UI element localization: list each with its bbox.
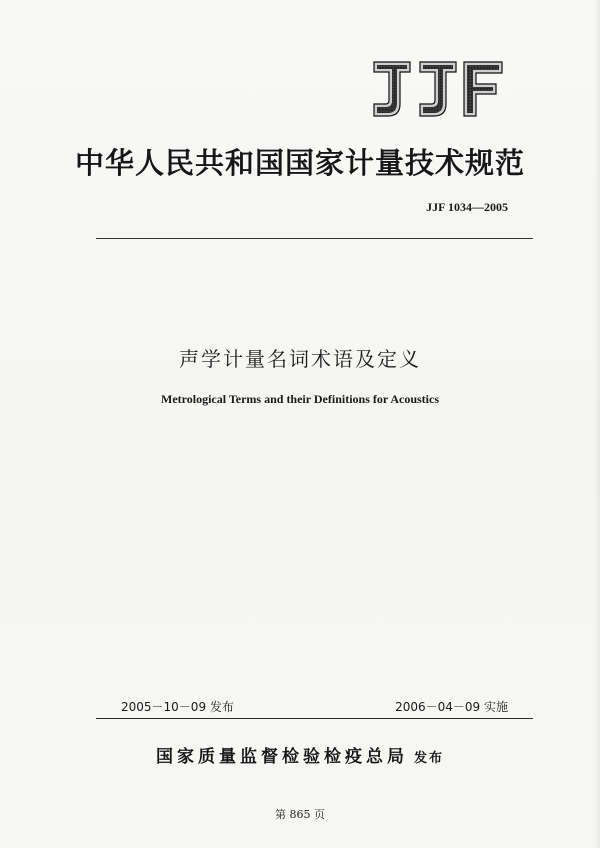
logo-letter-j2 bbox=[420, 62, 456, 116]
jjf-logo bbox=[370, 58, 504, 120]
document-title-en: Metrological Terms and their Definitions for Acoustics bbox=[161, 392, 439, 406]
svg-text:JJF: JJF bbox=[437, 98, 439, 99]
logo-letter-j1 bbox=[374, 62, 410, 116]
effective-date: 2006－04－09 实施 bbox=[395, 700, 508, 714]
standard-series-title: 中华人民共和国国家计量技术规范 bbox=[74, 146, 525, 180]
publisher-action: 发布 bbox=[413, 751, 444, 766]
scan-edge-shadow bbox=[594, 0, 600, 848]
document-title-zh: 声学计量名词术语及定义 bbox=[179, 347, 421, 371]
page-number: 第 865 页 bbox=[275, 808, 325, 821]
publisher-line bbox=[0, 742, 600, 767]
publisher-org: 国家质量监督检验检疫总局 bbox=[155, 747, 408, 767]
bottom-divider bbox=[96, 718, 533, 719]
top-divider bbox=[96, 238, 533, 239]
issue-date: 2005－10－09 发布 bbox=[121, 700, 234, 714]
logo-letter-f bbox=[464, 62, 502, 116]
standard-code: JJF 1034—2005 bbox=[426, 200, 508, 214]
